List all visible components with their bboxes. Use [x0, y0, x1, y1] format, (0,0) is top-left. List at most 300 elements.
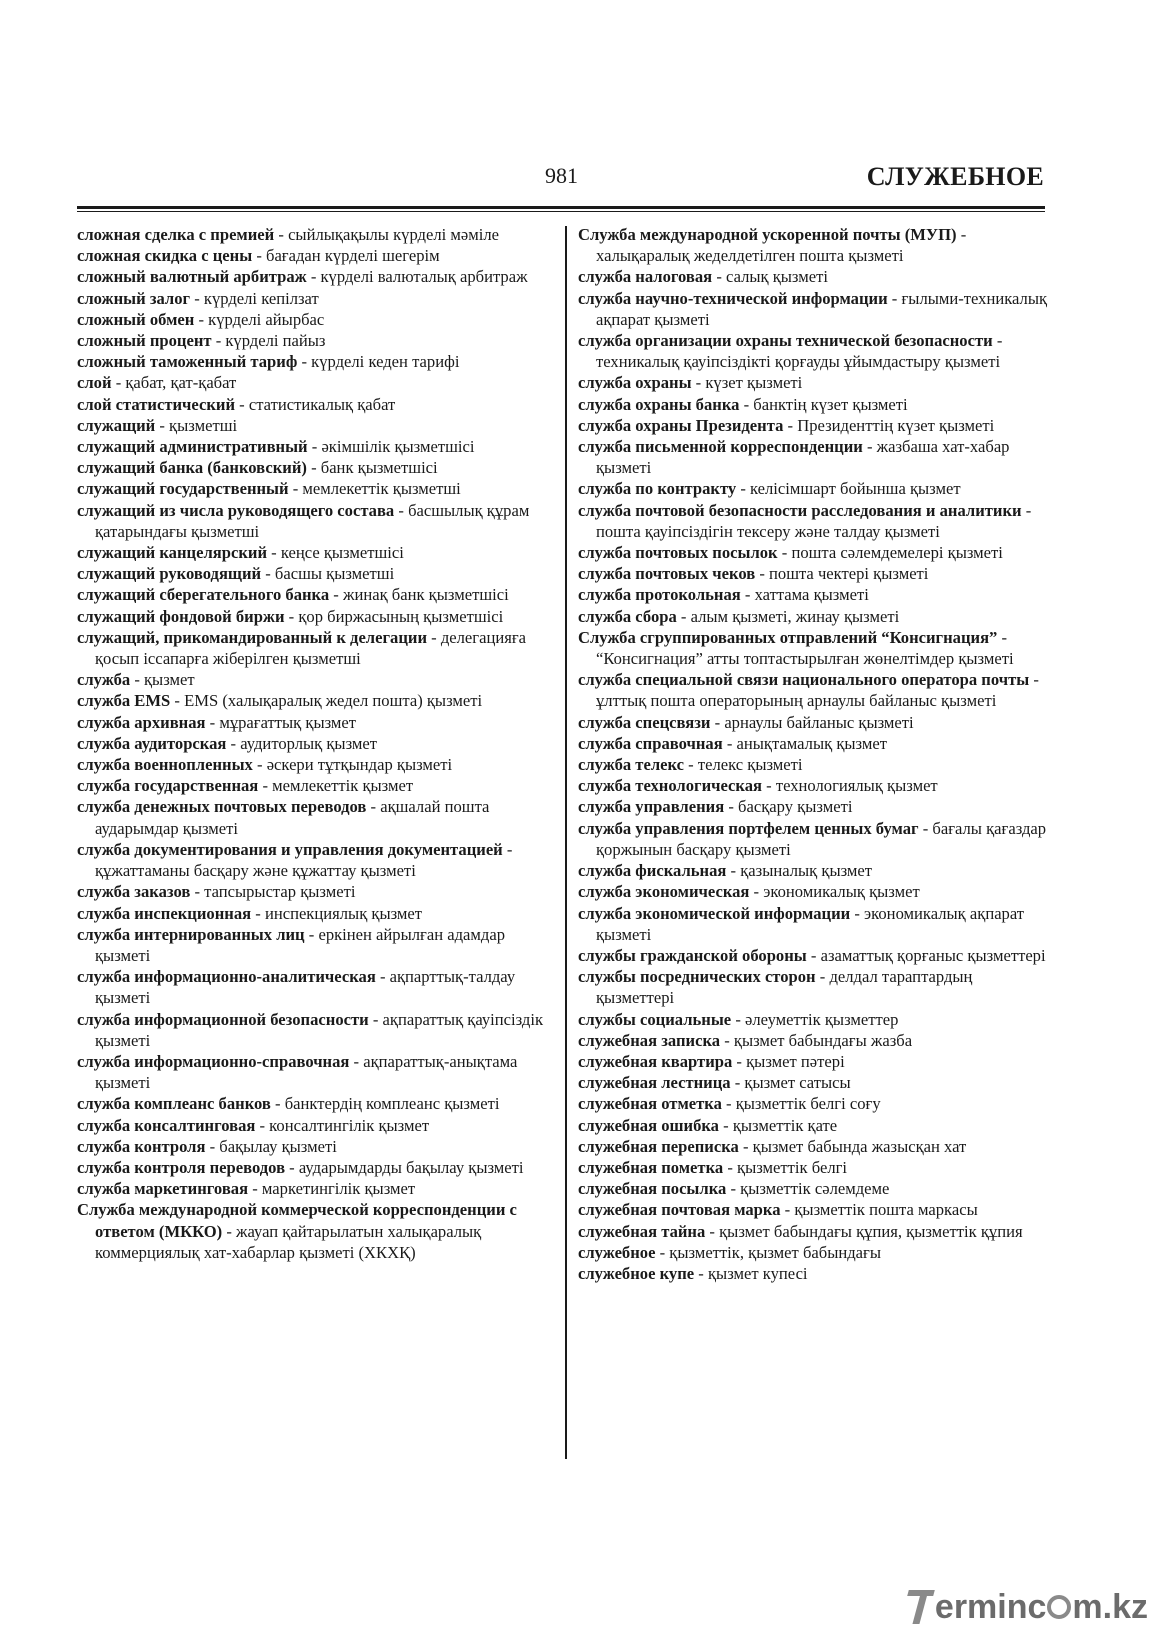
- entry-translation: делдал тараптардың қызметтері: [596, 967, 973, 1008]
- entry-separator: -: [251, 903, 265, 923]
- entry-separator: -: [306, 458, 321, 478]
- entry-translation: аударымдарды бақылау қызметі: [298, 1157, 524, 1177]
- entry-term: служащий сберегательного банка: [77, 585, 330, 605]
- entry-separator: -: [705, 1221, 720, 1241]
- entry-translation: қызметтік белгі соғу: [735, 1094, 881, 1114]
- entry-term: служебная почтовая марка: [578, 1200, 781, 1220]
- entry-translation: әлеуметтік қызметтер: [745, 1009, 899, 1029]
- entry-term: служба почтовой безопасности расследования и аналитики: [578, 500, 1022, 520]
- entry-translation: күрделі валюталық арбитраж: [320, 267, 528, 287]
- entry-translation: алым қызметі, жинау қызметі: [690, 606, 900, 626]
- entry-translation: статистикалық қабат: [248, 394, 396, 414]
- entry-translation: қызмет пәтері: [746, 1051, 845, 1071]
- dictionary-entry: [77, 584, 552, 605]
- entry-translation: экономикалық ақпарат қызметі: [596, 903, 1025, 944]
- entry-term: служба управления: [578, 797, 725, 817]
- entry-separator: -: [718, 1115, 733, 1135]
- entry-separator: -: [738, 1136, 753, 1156]
- entry-term: служба комплеанс банков: [77, 1094, 271, 1114]
- entry-term: служба фискальная: [578, 861, 727, 881]
- dictionary-entry: [77, 457, 552, 478]
- entry-separator: -: [997, 627, 1008, 647]
- entry-translation: қызметші: [169, 415, 238, 435]
- dictionary-entry: [77, 1178, 552, 1199]
- dictionary-entry: [77, 924, 552, 966]
- entry-translation: пошта сәлемдемелері қызметі: [791, 543, 1003, 563]
- dictionary-entry: [578, 1199, 1050, 1220]
- entry-separator: -: [740, 585, 755, 605]
- entry-separator: -: [721, 1094, 736, 1114]
- dictionary-entry: [578, 224, 1050, 266]
- dictionary-entry: [578, 881, 1050, 902]
- dictionary-entry: [578, 669, 1050, 711]
- entry-term: служба военнопленных: [77, 755, 253, 775]
- entry-separator: -: [755, 564, 770, 584]
- entry-term: служба контроля переводов: [77, 1157, 286, 1177]
- entry-term: сложный валютный арбитраж: [77, 267, 307, 287]
- dictionary-entry: [77, 309, 552, 330]
- entry-separator: -: [304, 924, 319, 944]
- dictionary-entry: [578, 733, 1050, 754]
- dictionary-entry: [77, 839, 552, 881]
- entry-separator: -: [777, 543, 792, 563]
- entry-separator: -: [956, 225, 967, 244]
- entry-separator: -: [255, 1115, 270, 1135]
- entry-term: сложная скидка с цены: [77, 246, 253, 266]
- entry-separator: -: [815, 967, 830, 987]
- dictionary-entry: [578, 1178, 1050, 1199]
- entry-translation: хаттама қызметі: [754, 585, 869, 605]
- entry-term: служба экономической информации: [578, 903, 851, 923]
- entry-translation: бақылау қызметі: [219, 1136, 337, 1156]
- entry-term: слой: [77, 373, 112, 393]
- entry-term: служебная пометка: [578, 1157, 724, 1177]
- dictionary-entry: [77, 478, 552, 499]
- entry-translation: консалтингілік қызмет: [269, 1115, 430, 1135]
- entry-term: служба сбора: [578, 606, 677, 626]
- entry-term: служба телекс: [578, 755, 685, 775]
- entry-term: служебное: [578, 1242, 656, 1262]
- entry-translation: пошта чектері қызметі: [769, 564, 929, 584]
- entry-term: служебная тайна: [578, 1221, 706, 1241]
- entry-translation: күрделі айырбас: [208, 309, 325, 329]
- dictionary-entry: [578, 415, 1050, 436]
- dictionary-entry: [578, 1072, 1050, 1093]
- entry-separator: -: [274, 225, 289, 244]
- entry-separator: -: [655, 1242, 670, 1262]
- dictionary-entry: [77, 1136, 552, 1157]
- entry-term: Служба сгруппированных отправлений “Консигнация”: [578, 627, 998, 647]
- entry-translation: қызметтік белгі: [737, 1157, 848, 1177]
- entry-term: служащий банка (банковский): [77, 458, 307, 478]
- dictionary-entry: [578, 860, 1050, 881]
- entry-separator: -: [724, 797, 739, 817]
- entry-term: служебное купе: [578, 1263, 695, 1283]
- entry-separator: -: [284, 606, 299, 626]
- entry-separator: -: [780, 1200, 795, 1220]
- entry-separator: -: [329, 585, 343, 605]
- entry-term: служебная квартира: [578, 1051, 733, 1071]
- entry-separator: -: [694, 1263, 708, 1283]
- dictionary-entry: [77, 500, 552, 542]
- watermark-t-mark-icon: [908, 1587, 934, 1627]
- entry-term: служащий руководящий: [77, 564, 262, 584]
- entry-term: служба специальной связи национального оператора почты: [578, 670, 1030, 690]
- entry-separator: -: [762, 776, 776, 796]
- entry-separator: -: [267, 543, 281, 563]
- entry-separator: -: [349, 1051, 364, 1071]
- entry-term: служба интернированных лиц: [77, 924, 305, 944]
- entry-separator: -: [270, 1094, 285, 1114]
- entry-separator: -: [726, 1179, 741, 1199]
- dictionary-entry: [77, 966, 552, 1008]
- entry-translation: әскери тұтқындар қызметі: [266, 755, 453, 775]
- dictionary-entry: [77, 563, 552, 584]
- entry-term: служба информационной безопасности: [77, 1009, 369, 1029]
- entry-translation: техникалық қауіпсіздікті қорғауды ұйымдастыру қызметі: [596, 352, 1001, 372]
- entry-translation: қызметтік сәлемдеме: [740, 1179, 890, 1199]
- entry-translation: басқару қызметі: [738, 797, 853, 817]
- dictionary-entry: [578, 436, 1050, 478]
- entry-translation: пошта қауіпсіздігін тексеру және талдау қызметі: [596, 521, 940, 541]
- entry-term: служба консалтинговая: [77, 1115, 256, 1135]
- entry-separator: -: [211, 331, 226, 351]
- dictionary-entry: [77, 436, 552, 457]
- entry-translation: қызмет купесі: [707, 1263, 808, 1283]
- entry-translation: жауап қайтарылатын халықаралық коммерциялық хат-хабарлар қызметі (ХКХҚ): [95, 1221, 482, 1262]
- entry-term: служба управления портфелем ценных бумаг: [578, 818, 919, 838]
- entry-separator: -: [194, 309, 209, 329]
- dictionary-entry: [578, 563, 1050, 584]
- entry-term: служащий: [77, 415, 156, 435]
- entry-separator: -: [783, 415, 798, 435]
- dictionary-entry: [578, 606, 1050, 627]
- entry-term: служащий из числа руководящего состава: [77, 500, 395, 520]
- entry-translation: кеңсе қызметшісі: [280, 543, 404, 563]
- entry-term: служба по контракту: [578, 479, 737, 499]
- entry-separator: -: [190, 288, 204, 308]
- entry-translation: ақпарттық-талдау қызметі: [95, 967, 516, 1008]
- entry-translation: салық қызметі: [726, 267, 828, 287]
- entry-separator: -: [887, 288, 902, 308]
- entry-translation: күрделі пайыз: [225, 331, 326, 351]
- entry-translation: мемлекеттік қызметші: [302, 479, 461, 499]
- entry-term: служба денежных почтовых переводов: [77, 797, 367, 817]
- entry-translation: қазыналық қызмет: [740, 861, 873, 881]
- entry-term: служба маркетинговая: [77, 1179, 249, 1199]
- dictionary-entry: [578, 288, 1050, 330]
- entry-term: служба справочная: [578, 733, 723, 753]
- entry-term: служба налоговая: [578, 267, 713, 287]
- entry-translation: банктің күзет қызметі: [753, 394, 908, 414]
- entry-separator: -: [130, 670, 144, 690]
- dictionary-entry: [77, 415, 552, 436]
- entry-translation: қызмет сатысы: [744, 1073, 851, 1093]
- dictionary-entry: [578, 754, 1050, 775]
- dictionary-entry: [77, 1009, 552, 1051]
- entry-term: служба государственная: [77, 776, 259, 796]
- entry-translation: аудиторлық қызмет: [240, 733, 378, 753]
- entry-separator: -: [306, 267, 321, 287]
- entry-translation: қызмет бабындағы жазба: [733, 1030, 913, 1050]
- entry-separator: -: [307, 437, 322, 457]
- dictionary-entry: [578, 500, 1050, 542]
- entry-translation: анықтамалық қызмет: [736, 733, 887, 753]
- dictionary-entry: [77, 733, 552, 754]
- entry-separator: -: [992, 331, 1003, 351]
- entry-translation: әкімшілік қызметшісі: [321, 437, 475, 457]
- entry-term: служба документирования и управления документацией: [77, 839, 503, 859]
- entry-translation: мұрағаттық қызмет: [219, 712, 357, 732]
- entry-term: служба протокольная: [578, 585, 741, 605]
- entry-separator: -: [691, 373, 706, 393]
- entry-translation: банктердің комплеанс қызметі: [284, 1094, 500, 1114]
- entry-separator: -: [111, 373, 126, 393]
- entry-separator: -: [749, 882, 764, 902]
- entry-separator: -: [736, 479, 751, 499]
- dictionary-entry: [578, 330, 1050, 372]
- entry-translation: халықаралық жеделдетілген пошта қызметі: [596, 246, 904, 266]
- entry-translation: құжаттаманы басқару және құжаттау қызметі: [95, 861, 416, 881]
- entry-term: служебная посылка: [578, 1179, 727, 1199]
- entry-term: служба инспекционная: [77, 903, 252, 923]
- dictionary-entry: [578, 478, 1050, 499]
- entry-separator: -: [918, 818, 933, 838]
- dictionary-entry: [77, 288, 552, 309]
- entry-translation: EMS (халықаралық жедел пошта) қызметі: [184, 691, 483, 711]
- dictionary-entry: [77, 903, 552, 924]
- dictionary-entry: [77, 1157, 552, 1178]
- entry-separator: -: [285, 1157, 299, 1177]
- dictionary-entry: [578, 372, 1050, 393]
- entry-term: служба аудиторская: [77, 733, 227, 753]
- dictionary-entry: [77, 627, 552, 669]
- dictionary-entry: [77, 1093, 552, 1114]
- entry-separator: -: [722, 733, 737, 753]
- dictionary-entry: [77, 1199, 552, 1263]
- entry-translation: ақшалай пошта аударымдар қызметі: [95, 797, 490, 838]
- entry-term: службы социальные: [578, 1009, 732, 1029]
- entry-term: служебная ошибка: [578, 1115, 719, 1135]
- entry-term: служба архивная: [77, 712, 206, 732]
- entry-translation: Президенттің күзет қызметі: [797, 415, 995, 435]
- watermark-logo: [908, 1585, 1148, 1629]
- dictionary-entry: [77, 1051, 552, 1093]
- dictionary-entry: [578, 1136, 1050, 1157]
- dictionary-entry: [77, 690, 552, 711]
- dictionary-entry: [77, 542, 552, 563]
- dictionary-entry: [578, 903, 1050, 945]
- entry-separator: -: [205, 1136, 220, 1156]
- entry-translation: бағадан күрделі шегерім: [266, 246, 440, 266]
- entry-separator: -: [252, 755, 267, 775]
- dictionary-entry: [578, 584, 1050, 605]
- entry-translation: банк қызметшісі: [320, 458, 438, 478]
- entry-term: служебная отметка: [578, 1094, 722, 1114]
- dictionary-entry: [77, 394, 552, 415]
- right-column: [578, 224, 1050, 1284]
- entry-separator: -: [1021, 500, 1032, 520]
- dictionary-entry: [77, 796, 552, 838]
- entry-term: служащий канцелярский: [77, 543, 268, 563]
- header-rule-thick: [77, 206, 1045, 209]
- entry-term: служба спецсвязи: [578, 712, 711, 732]
- dictionary-entry: [578, 394, 1050, 415]
- entry-translation: күрделі кеден тарифі: [311, 352, 460, 372]
- entry-translation: қызметтік, қызмет бабындағы: [669, 1242, 881, 1262]
- entry-translation: қызмет: [144, 670, 195, 690]
- dictionary-entry: [578, 945, 1050, 966]
- entry-translation: инспекциялық қызмет: [264, 903, 423, 923]
- watermark-o-circle-icon: [1047, 1595, 1071, 1619]
- entry-separator: -: [862, 437, 877, 457]
- entry-term: служебная переписка: [578, 1136, 739, 1156]
- entry-term: служащий государственный: [77, 479, 289, 499]
- entry-term: службы посреднических сторон: [578, 967, 816, 987]
- entry-term: Служба международной ускоренной почты (МУП): [578, 225, 957, 244]
- dictionary-entry: [77, 1115, 552, 1136]
- entry-separator: -: [806, 945, 821, 965]
- entry-translation: күзет қызметі: [705, 373, 803, 393]
- entry-separator: -: [723, 1157, 738, 1177]
- dictionary-entry: [578, 775, 1050, 796]
- entry-separator: -: [288, 479, 303, 499]
- entry-translation: ұлттық пошта операторының арнаулы байланыс қызметі: [596, 691, 997, 711]
- entry-separator: -: [297, 352, 312, 372]
- entry-separator: -: [726, 861, 741, 881]
- dictionary-entry: [77, 372, 552, 393]
- entry-term: сложная сделка с премией: [77, 225, 275, 244]
- entry-term: служба охраны: [578, 373, 692, 393]
- dictionary-entry: [578, 1221, 1050, 1242]
- entry-translation: еркінен айрылған адамдар қызметі: [95, 924, 506, 965]
- dictionary-entry: [578, 818, 1050, 860]
- dictionary-entry: [77, 754, 552, 775]
- running-head: СЛУЖЕБНОЕ: [866, 162, 1044, 191]
- entry-translation: жинақ банк қызметшісі: [342, 585, 509, 605]
- dictionary-entry: [578, 1115, 1050, 1136]
- entry-separator: -: [712, 267, 726, 287]
- entry-term: служба почтовых посылок: [578, 543, 778, 563]
- entry-term: служащий, прикомандированный к делегации: [77, 627, 427, 647]
- dictionary-entry: [77, 330, 552, 351]
- entry-separator: -: [375, 967, 390, 987]
- entry-separator: -: [261, 564, 275, 584]
- entry-term: служба EMS: [77, 691, 171, 711]
- entry-translation: телекс қызметі: [697, 755, 803, 775]
- dictionary-entry: [77, 351, 552, 372]
- entry-separator: -: [155, 415, 170, 435]
- dictionary-entry: [578, 1157, 1050, 1178]
- entry-separator: -: [732, 1051, 747, 1071]
- dictionary-entry: [77, 669, 552, 690]
- entry-translation: басшы қызметші: [274, 564, 395, 584]
- entry-translation: жазбаша хат-хабар қызметі: [596, 437, 1010, 478]
- entry-translation: бағалы қағаздар қоржынын басқару қызметі: [596, 818, 1047, 859]
- dictionary-entry: [578, 1051, 1050, 1072]
- column-divider: [565, 226, 567, 1459]
- dictionary-entry: [77, 881, 552, 902]
- dictionary-entry: [578, 1242, 1050, 1263]
- entry-term: службы гражданской обороны: [578, 945, 807, 965]
- entry-separator: -: [730, 1073, 745, 1093]
- entry-translation: қабат, қат-қабат: [125, 373, 237, 393]
- dictionary-entry: [77, 245, 552, 266]
- dictionary-entry: [578, 1009, 1050, 1030]
- entry-translation: қызметтік пошта маркасы: [794, 1200, 978, 1220]
- page-number: 981: [545, 163, 578, 188]
- watermark-text-part-2: m.kz: [1072, 1587, 1148, 1626]
- entry-separator: -: [427, 627, 441, 647]
- dictionary-entry: [578, 542, 1050, 563]
- entry-term: служба технологическая: [578, 776, 763, 796]
- entry-translation: тапсырыстар қызметі: [204, 882, 356, 902]
- entry-term: служба экономическая: [578, 882, 750, 902]
- entry-separator: -: [258, 776, 273, 796]
- dictionary-entry: [578, 1030, 1050, 1051]
- entry-translation: келісімшарт бойынша қызмет: [750, 479, 961, 499]
- entry-separator: -: [502, 839, 513, 859]
- entry-translation: ақпараттық қауіпсіздік қызметі: [95, 1009, 543, 1050]
- entry-translation: қызметтік қате: [732, 1115, 838, 1135]
- entry-separator: -: [731, 1009, 745, 1029]
- entry-separator: -: [235, 394, 249, 414]
- entry-translation: маркетингілік қызмет: [261, 1179, 416, 1199]
- entry-translation: экономикалық қызмет: [763, 882, 920, 902]
- entry-separator: -: [226, 733, 241, 753]
- entry-separator: -: [190, 882, 205, 902]
- entry-term: служебная записка: [578, 1030, 721, 1050]
- entry-term: служащий фондовой биржи: [77, 606, 285, 626]
- entry-translation: “Консигнация” атты топтастырылған жөнелтімдер қызметі: [596, 649, 1014, 669]
- entry-separator: -: [710, 712, 725, 732]
- entry-separator: -: [684, 755, 698, 775]
- dictionary-entry: [578, 266, 1050, 287]
- entry-term: служба письменной корреспонденции: [578, 437, 863, 457]
- dictionary-entry: [77, 775, 552, 796]
- entry-separator: -: [366, 797, 381, 817]
- entry-separator: -: [720, 1030, 734, 1050]
- entry-term: служба охраны банка: [578, 394, 740, 414]
- entry-separator: -: [368, 1009, 383, 1029]
- entry-term: Служба международной коммерческой корреспонденции с ответом (МККО): [77, 1200, 517, 1241]
- entry-separator: -: [248, 1179, 262, 1199]
- entry-term: служба информационно-аналитическая: [77, 967, 376, 987]
- entry-term: служба охраны Президента: [578, 415, 784, 435]
- entry-term: служба заказов: [77, 882, 191, 902]
- entry-translation: ғылыми-техникалық ақпарат қызметі: [596, 288, 1048, 329]
- entry-translation: арнаулы байланыс қызметі: [724, 712, 914, 732]
- entry-separator: -: [739, 394, 754, 414]
- dictionary-entry: [578, 796, 1050, 817]
- entry-term: сложный обмен: [77, 309, 195, 329]
- dictionary-entry: [77, 606, 552, 627]
- entry-term: служба контроля: [77, 1136, 206, 1156]
- entry-translation: технологиялық қызмет: [775, 776, 938, 796]
- entry-separator: -: [394, 500, 409, 520]
- entry-translation: басшылық құрам қатарындағы қызметші: [95, 500, 530, 541]
- entry-term: служба научно-технической информации: [578, 288, 888, 308]
- entry-translation: қор биржасының қызметшісі: [298, 606, 504, 626]
- entry-translation: қызмет бабындағы құпия, қызметтік құпия: [719, 1221, 1023, 1241]
- entry-term: служба организации охраны технической безопасности: [578, 331, 993, 351]
- entry-translation: күрделі кепілзат: [203, 288, 319, 308]
- entry-term: служебная лестница: [578, 1073, 731, 1093]
- dictionary-entry: [578, 1093, 1050, 1114]
- dictionary-entry: [77, 266, 552, 287]
- entry-term: служба информационно-справочная: [77, 1051, 350, 1071]
- entry-translation: мемлекеттік қызмет: [272, 776, 414, 796]
